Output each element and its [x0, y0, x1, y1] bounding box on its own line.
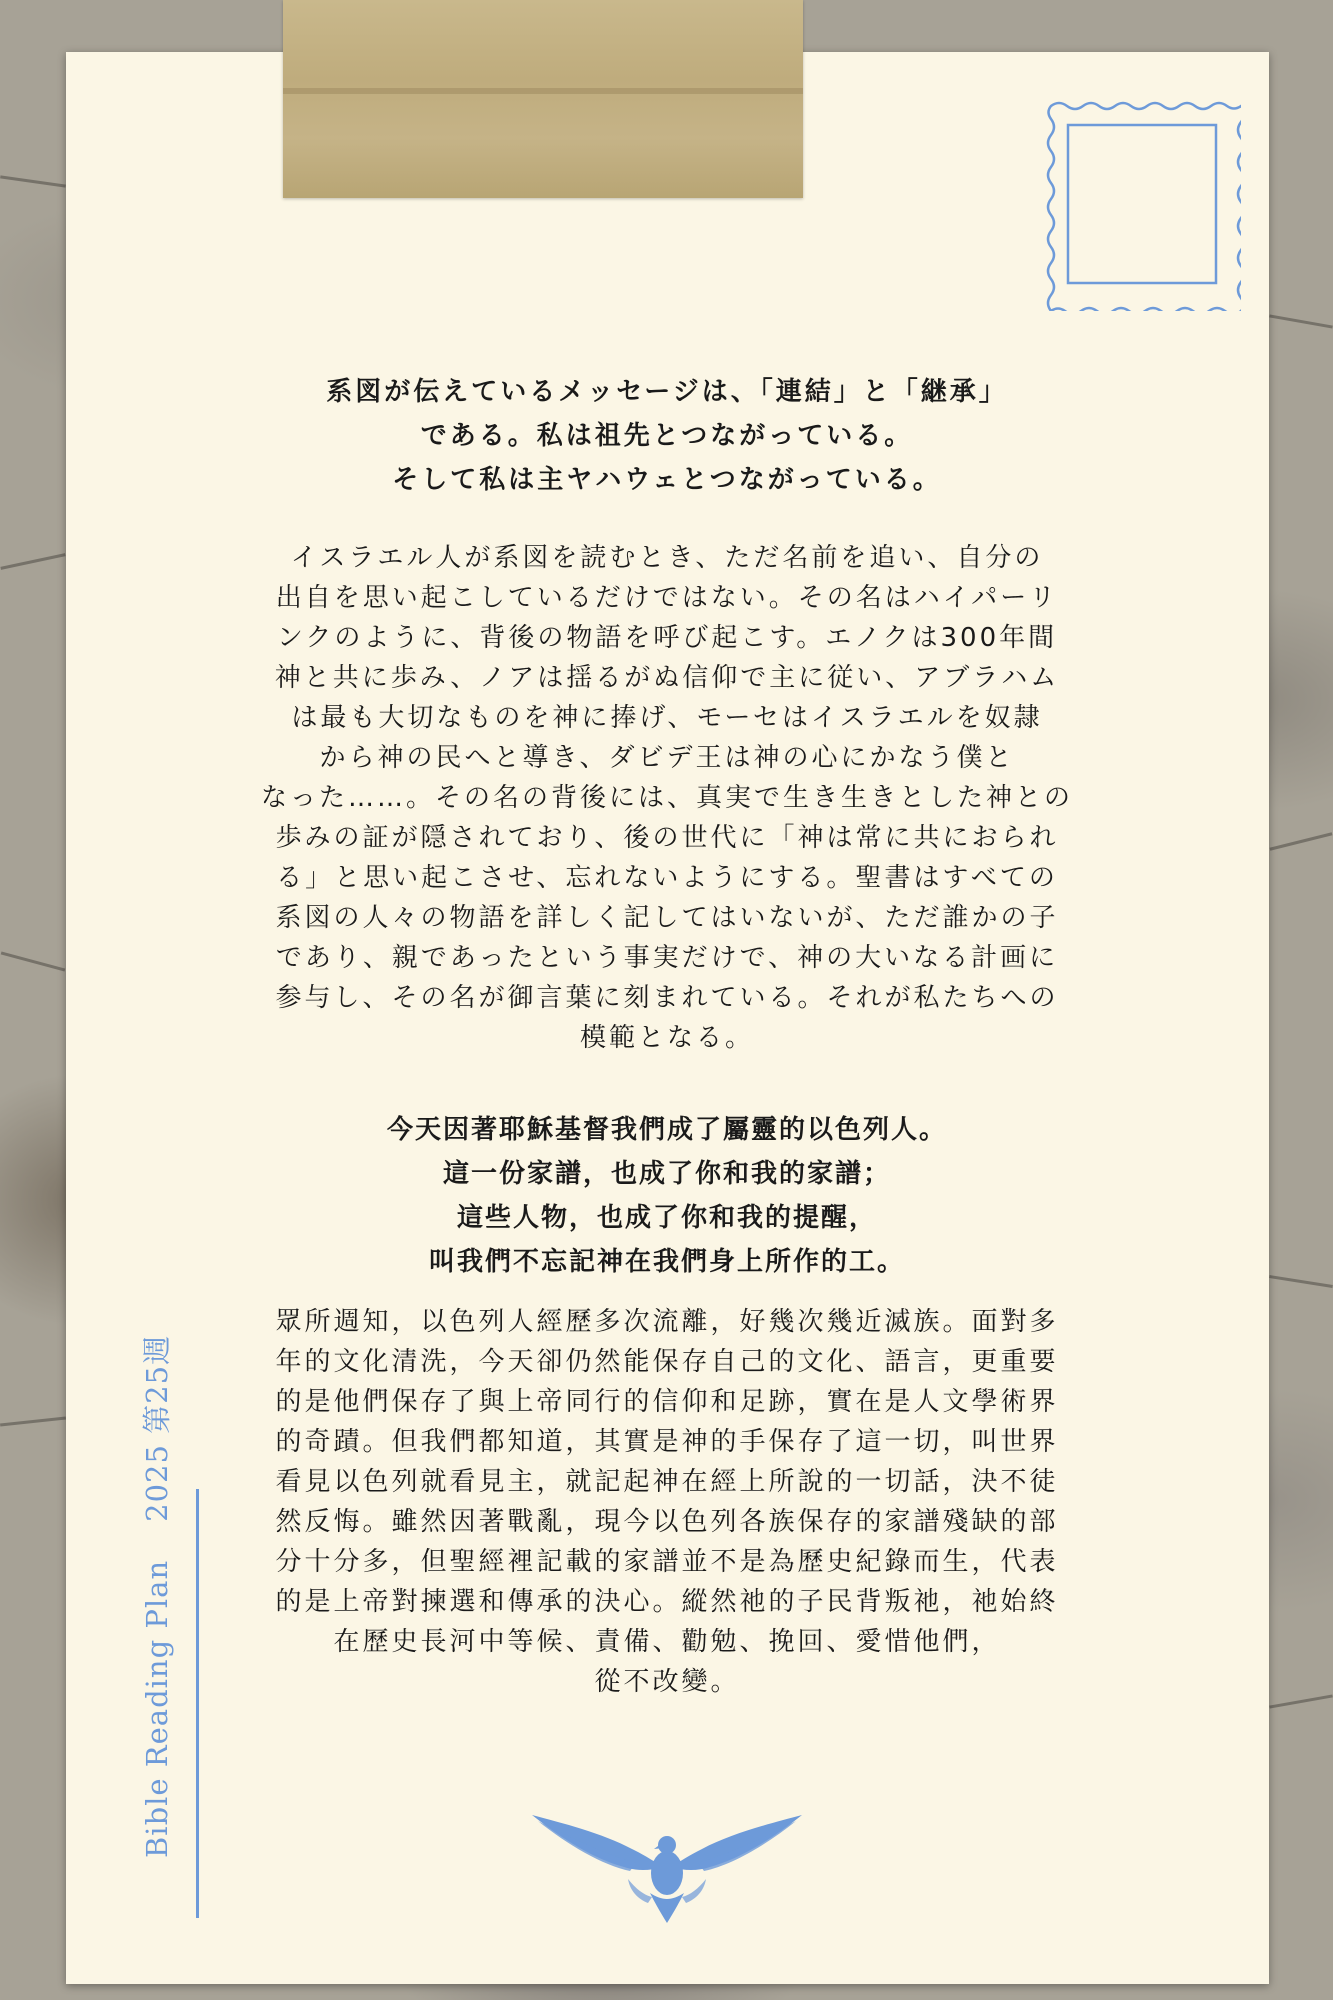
body-line: は最も大切なものを神に捧げ、モーセはイスラエルを奴隷 [291, 703, 1043, 733]
body-line: 的是上帝對揀選和傳承的決心。縱然祂的子民背叛祂，祂始終 [275, 1587, 1059, 1617]
body-line: 歩みの証が隠されており、後の世代に「神は常に共におられ [275, 823, 1059, 853]
year-week: 2025 第25週 [140, 1334, 174, 1522]
heading-line: そして私は主ヤハウェとつながっている。 [392, 465, 942, 495]
heading-line: 系図が伝えているメッセージは、「連結」と「継承」 [326, 377, 1008, 407]
body-line: 系図の人々の物語を詳しく記してはいないが、ただ誰かの子 [275, 903, 1059, 933]
body-line: 分十分多，但聖經裡記載的家譜並不是為歷史紀錄而生，代表 [275, 1547, 1059, 1577]
body-line: 在歷史長河中等候、責備、勸勉、挽回、愛惜他們， [333, 1627, 1001, 1657]
plan-title: Bible Reading Plan [140, 1559, 174, 1858]
body-line: 模範となる。 [579, 1023, 754, 1053]
body-line: 看見以色列就看見主，就記起神在經上所說的一切話，決不徒 [275, 1467, 1059, 1497]
body-line: 神と共に歩み、ノアは揺るがぬ信仰で主に従い、アブラハム [274, 663, 1060, 693]
body-line: であり、親であったという事実だけで、神の大いなる計画に [275, 943, 1059, 973]
stone-crack [1269, 1694, 1333, 1708]
stone-crack [1269, 1275, 1333, 1288]
postage-stamp-icon [1043, 98, 1241, 311]
masking-tape [283, 0, 803, 198]
stone-crack [1270, 832, 1333, 850]
heading-line: 叫我們不忘記神在我們身上所作的工。 [428, 1247, 905, 1277]
chinese-body [212, 1302, 1122, 1702]
japanese-heading [212, 370, 1122, 502]
stone-crack [0, 1417, 66, 1427]
heading-line: 這一份家譜，也成了你和我的家譜； [442, 1159, 891, 1189]
heading-line: である。私は祖先とつながっている。 [420, 421, 914, 451]
heading-line: 這些人物，也成了你和我的提醒， [456, 1203, 877, 1233]
heading-line: 今天因著耶穌基督我們成了屬靈的以色列人。 [386, 1115, 947, 1145]
body-line: 眾所週知，以色列人經歷多次流離，好幾次幾近滅族。面對多 [275, 1307, 1059, 1337]
body-line: ンクのように、背後の物語を呼び起こす。エノクは300年間 [276, 623, 1058, 653]
body-line: イスラエル人が系図を読むとき、ただ名前を追い、自分の [290, 543, 1044, 573]
dove-icon [532, 1815, 802, 1925]
stone-crack [0, 175, 66, 187]
body-line: なった……。その名の背後には、真実で生き生きとした神との [260, 783, 1073, 813]
body-line: から神の民へと導き、ダビデ王は神の心にかなう僕と [319, 743, 1015, 773]
body-line: 然反悔。雖然因著戰亂，現今以色列各族保存的家譜殘缺的部 [275, 1507, 1059, 1537]
japanese-body [212, 538, 1122, 1058]
stone-crack [0, 553, 65, 570]
body-line: る」と思い起こさせ、忘れないようにする。聖書はすべての [276, 863, 1058, 893]
body-line: 的奇蹟。但我們都知道，其實是神的手保存了這一切，叫世界 [275, 1427, 1059, 1457]
body-line: 参与し、その名が御言葉に刻まれている。それが私たちへの [275, 983, 1059, 1013]
stone-crack [1, 952, 66, 972]
body-line: 年的文化清洗，今天卻仍然能保存自己的文化、語言，更重要 [275, 1347, 1059, 1377]
stone-crack [1269, 314, 1333, 328]
body-line: 的是他們保存了與上帝同行的信仰和足跡，實在是人文學術界 [275, 1387, 1059, 1417]
body-line: 出自を思い起こしているだけではない。その名はハイパーリ [275, 583, 1059, 613]
sidebar-label [135, 1335, 176, 1858]
chinese-heading [212, 1108, 1122, 1284]
sidebar-rule [196, 1489, 199, 1918]
body-line: 從不改變。 [594, 1667, 740, 1697]
